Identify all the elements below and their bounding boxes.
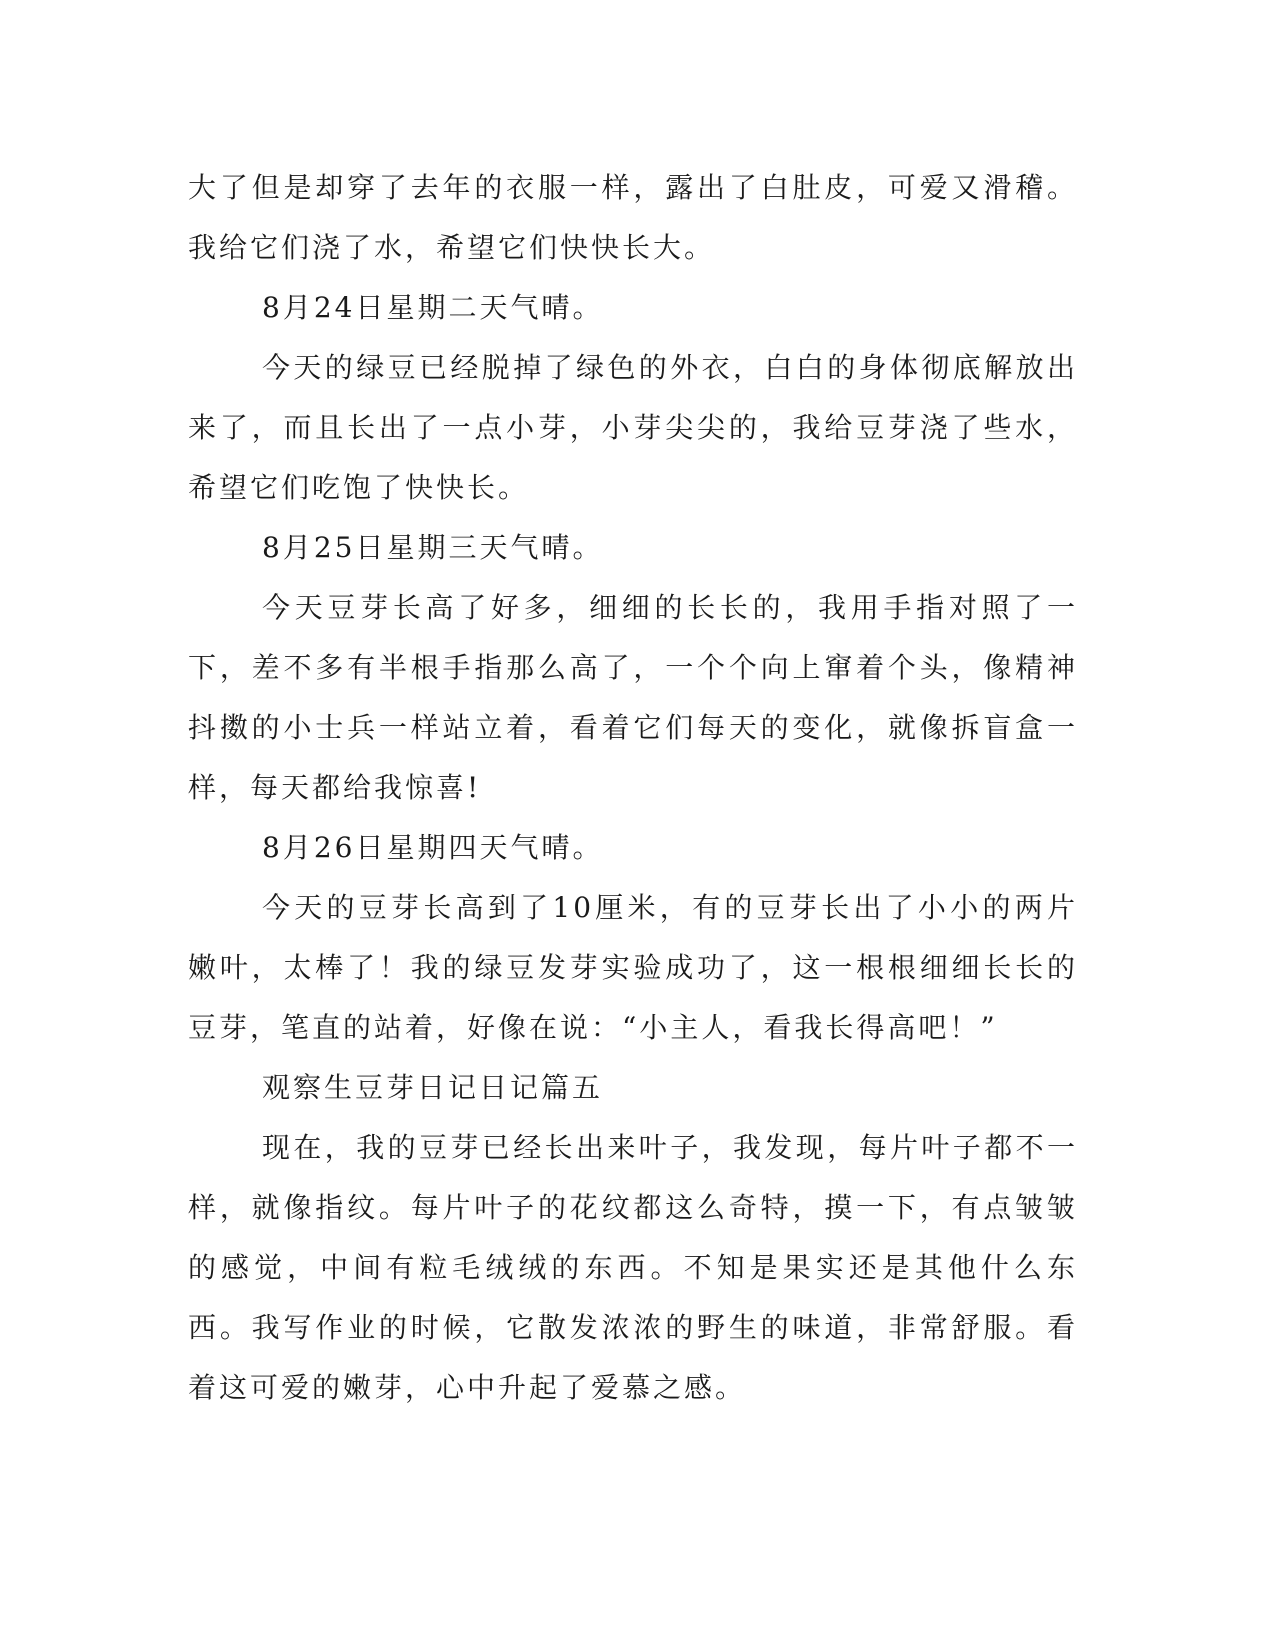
paragraph-continuation: 大了但是却穿了去年的衣服一样，露出了白肚皮，可爱又滑稽。我给它们浇了水，希望它们快快长大。 [188, 171, 1078, 264]
diary-date-aug-24: 8月24日星期二天气晴。 [262, 291, 604, 324]
diary-entry-aug-24: 今天的绿豆已经脱掉了绿色的外衣，白白的身体彻底解放出来了，而且长出了一点小芽，小芽尖尖的，我给豆芽浇了些水，希望它们吃饱了快快长。 [188, 351, 1078, 504]
diary-date-aug-25: 8月25日星期三天气晴。 [262, 531, 604, 564]
diary-date-aug-26: 8月26日星期四天气晴。 [262, 831, 604, 864]
diary-entry-part-five: 现在，我的豆芽已经长出来叶子，我发现，每片叶子都不一样，就像指纹。每片叶子的花纹都这么奇特，摸一下，有点皱皱的感觉，中间有粒毛绒绒的东西。不知是果实还是其他什么东西。我写作业的时候，它散发浓浓的野生的味道，非常舒服。看着这可爱的嫩芽，心中升起了爱慕之感。 [188, 1131, 1078, 1404]
diary-entry-aug-26: 今天的豆芽长高到了10厘米，有的豆芽长出了小小的两片嫩叶，太棒了！我的绿豆发芽实验成功了，这一根根细细长长的豆芽，笔直的站着，好像在说：“小主人，看我长得高吧！” [188, 891, 1078, 1044]
diary-entry-aug-25: 今天豆芽长高了好多，细细的长长的，我用手指对照了一下，差不多有半根手指那么高了，一个个向上窜着个头，像精神抖擞的小士兵一样站立着，看着它们每天的变化，就像拆盲盒一样，每天都给我惊喜! [188, 591, 1078, 804]
section-heading: 观察生豆芽日记日记篇五 [262, 1071, 604, 1104]
document-body [188, 158, 1078, 1418]
